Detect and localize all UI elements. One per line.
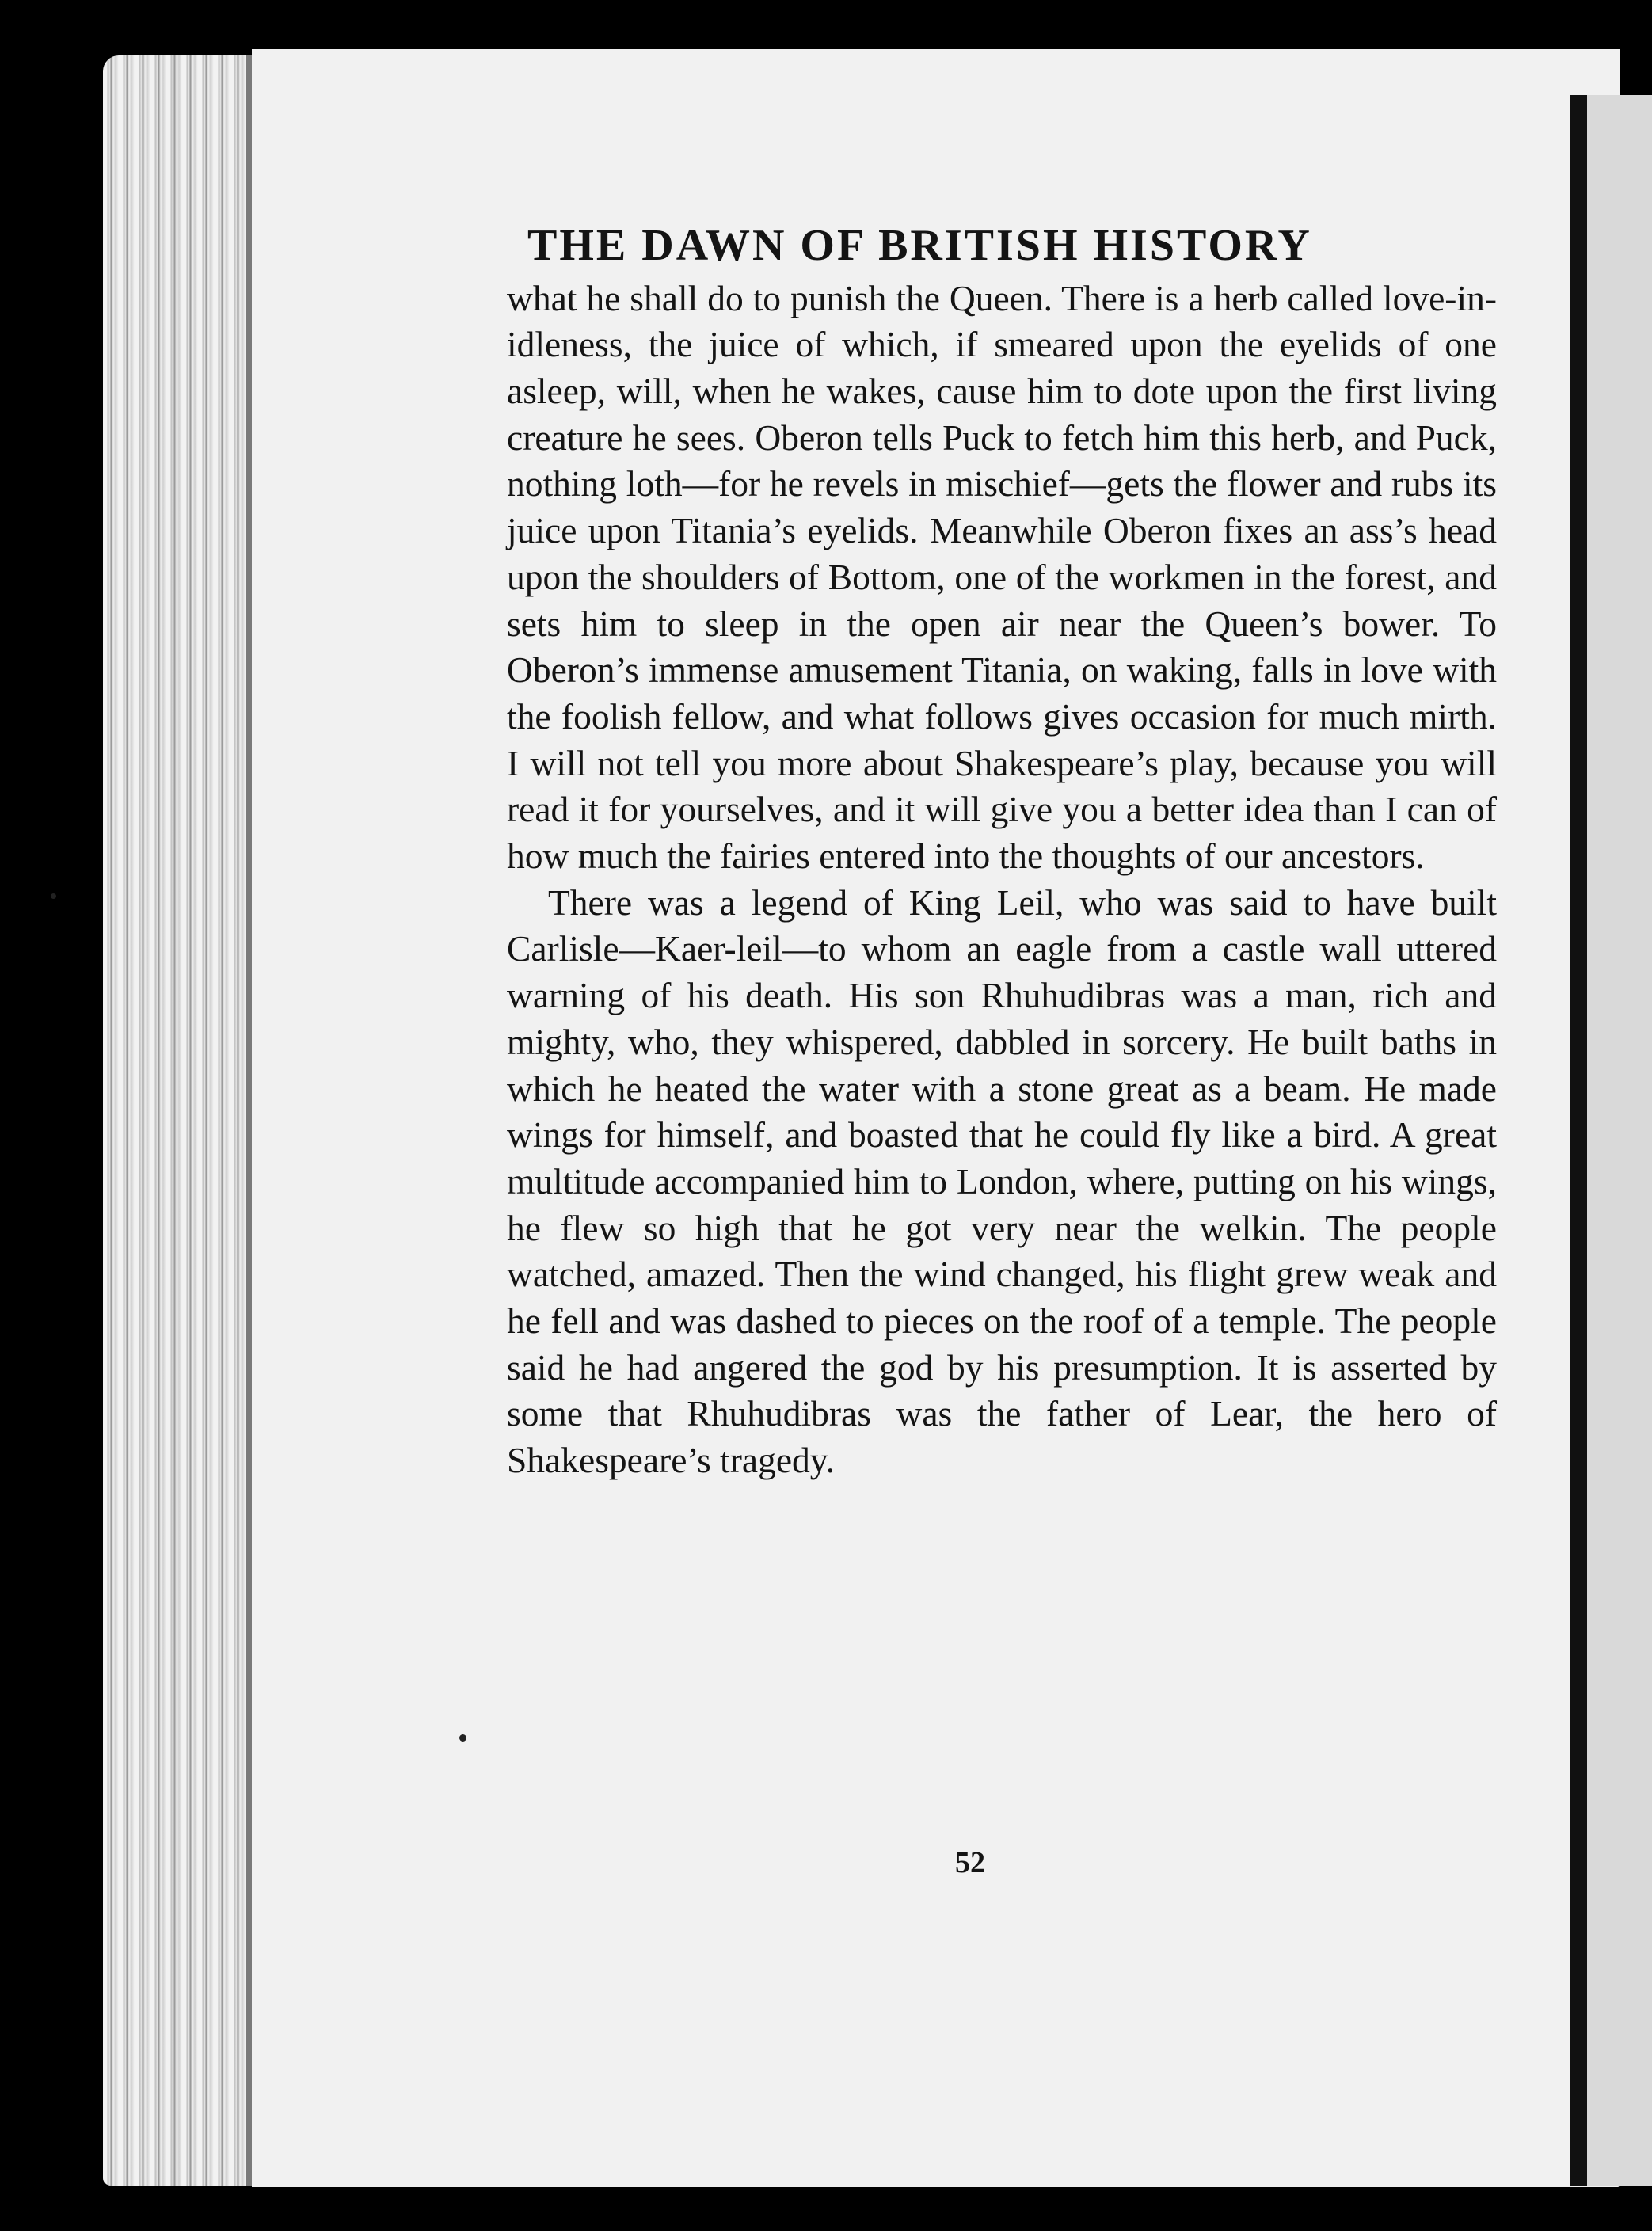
stray-mark — [459, 1734, 466, 1742]
paragraph-1: what he shall do to punish the Queen. There is a herb called love-in-idleness, the juice of which, if smeared upon the eyelids of one asleep, will, when he wakes, cause him to dote upon the first living creature he sees. Oberon tells Puck to fetch him this herb, and Puck, nothing loth—for he revels in mischief—gets the flower and rubs its juice upon Titania’s eyelids. Meanwhile Oberon fixes an ass’s head upon the shoulders of Bottom, one of the workmen in the forest, and sets him to sleep in the open air near the Queen’s bower. To Oberon’s immense amusement Titania, on waking, falls in love with the foolish fellow, and what follows gives occasion for much mirth. I will not tell you more about Shakespeare’s play, because you will read it for yourselves, and it will give you a better idea than I can of how much the fairies entered into the thoughts of our ancestors. — [507, 277, 1497, 877]
text-block — [507, 222, 1497, 1484]
book-fore-edge — [103, 55, 253, 2186]
page-number: 52 — [955, 1846, 985, 1879]
paragraph-2: There was a legend of King Leil, who was said to have built Carlisle—Kaer-leil—to whom an eagle from a castle wall uttered warning of his death. His son Rhuhudibras was a man, rich and mighty, who, they whispered, dabbled in sorcery. He built baths in which he heated the water with a stone great as a beam. He made wings for himself, and boasted that he could fly like a bird. A great multitude accompanied him to London, where, putting on his wings, he flew so high that he got very near the welkin. The people watched, amazed. Then the wind changed, his flight grew weak and he fell and was dashed to pieces on the roof of a temple. The people said he had angered the god by his presumption. It is asserted by some that Rhuhudibras was the father of Lear, the hero of Shakespeare’s tragedy. — [507, 881, 1497, 1481]
book-gutter — [1570, 95, 1587, 2186]
facing-page-edge — [1587, 95, 1652, 2186]
running-head: THE DAWN OF BRITISH HISTORY — [527, 221, 1312, 270]
stray-mark — [51, 893, 56, 899]
